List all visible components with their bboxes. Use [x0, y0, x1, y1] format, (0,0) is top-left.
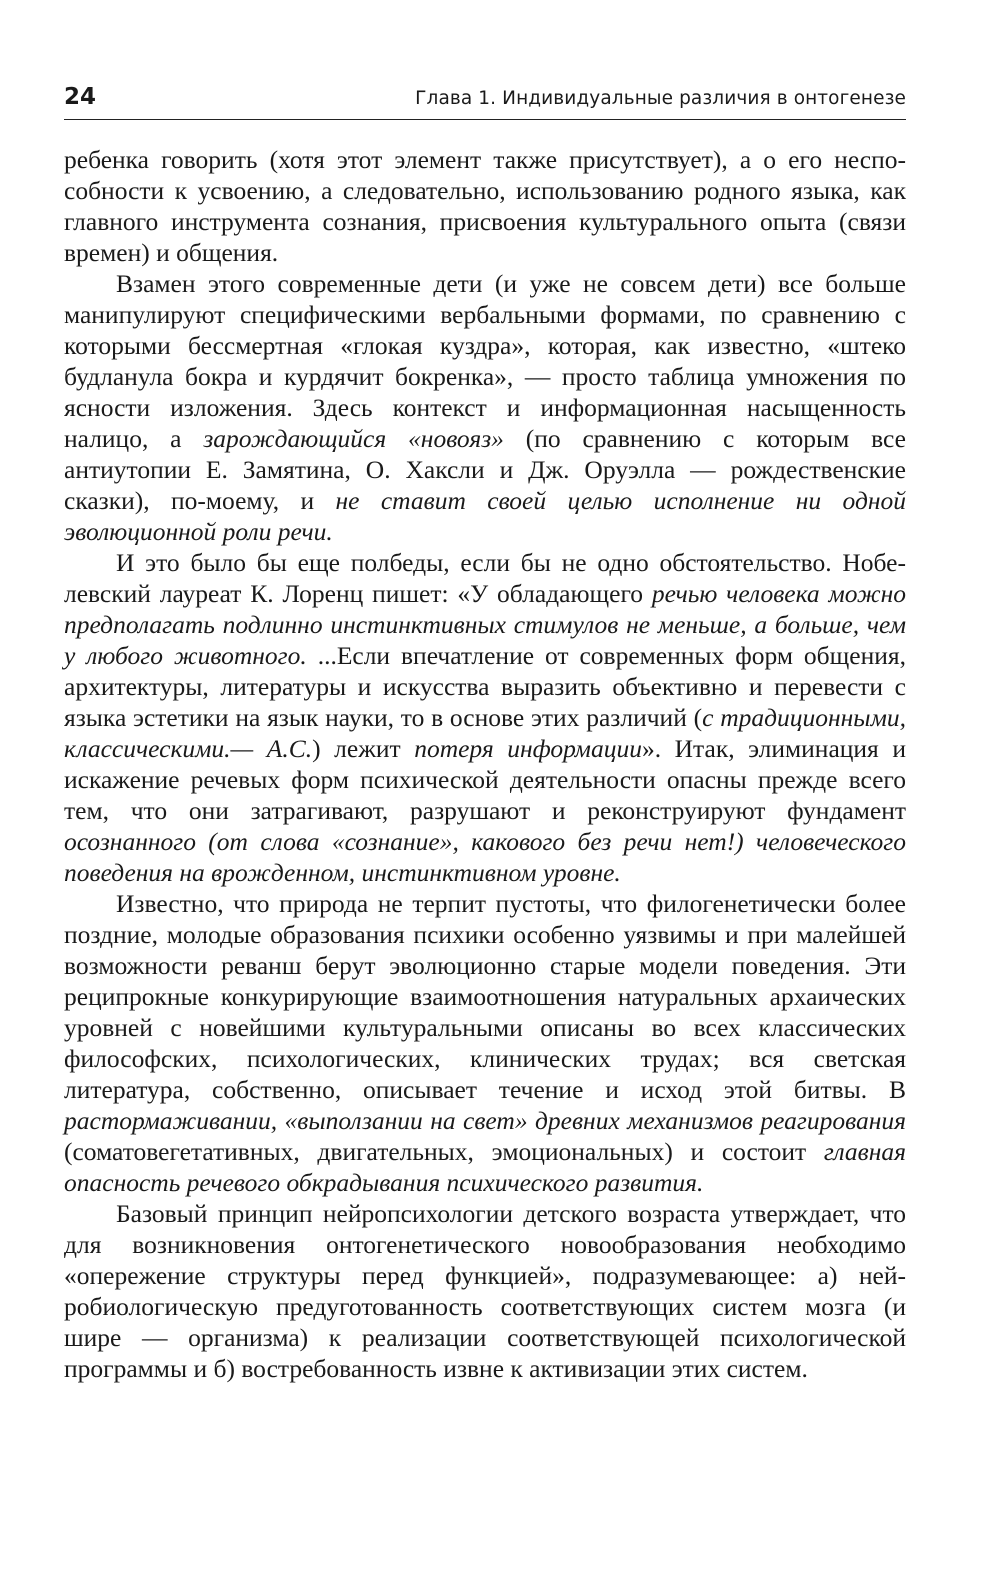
text-run: Известно, что природа не терпит пустоты, что филогенетически более поздние, молодые образования психики особенно уязвимы и при малейшей возможности реванш берут эволюционно старые модели поведения. Эти реципрокные конкурирующие взаимоотношения натуральных архаических уровней с новейшими культуральными описаны во всех классических философских, психологических, клинических трудах; вся светская литература, собственно, описывает течение и исход этой битвы. В — [64, 889, 906, 1104]
italic-run: зарождающийся «новояз» — [203, 424, 504, 453]
body-text — [64, 144, 906, 1384]
text-run: (соматовегетативных, двигательных, эмоциональных) и состоит — [64, 1137, 824, 1166]
text-run: (по сравнению с которым все антиутопии Е. Замятина, О. Хаксли и Дж. Оруэлла — рождественские сказки), по-моему, и — [64, 424, 906, 515]
italic-run: главная опасность речевого обкрадывания психического развития. — [64, 1137, 906, 1197]
text-run: Взамен этого современные дети (и уже не совсем дети) все больше манипулируют специфическими вербальными формами, по сравнению с которыми бессмертная «глокая куздра», которая, как известно, «штеко будланула бокра и курдячит бокренка», — просто таблица умножения по ясности изложения. Здесь контекст и информационная насыщенность налицо, а — [64, 269, 906, 453]
text-run: ребенка говорить (хотя этот элемент также присутствует), а о его неспособности к усвоению, а следовательно, использованию родного языка, как главного инструмента сознания, присвоения культурального опыта (связи времен) и общения. — [64, 145, 906, 267]
italic-run: потеря информации — [414, 734, 642, 763]
running-header — [64, 84, 906, 120]
italic-run: с традиционными, классическими.— А.С. — [64, 703, 906, 763]
page-number: 24 — [64, 84, 97, 110]
text-run: Базовый принцип нейропсихологии детского возраста утверждает, что для возникновения онтогенетического новообразования необходимо «опережение структуры перед функцией», подразумевающее: а) нейробиологическую предуготованность соответствующих систем мозга (и шире — организма) к реализации соответствующей психологической программы и б) востребованность извне к активизации этих систем. — [64, 1199, 906, 1383]
text-run: ». Итак, элиминация и искажение речевых форм психической деятельности опасны прежде всего тем, что они затрагивают, разрушают и реконструируют фундамент — [64, 734, 906, 825]
text-run: И это было бы еще полбеды, если бы не одно обстоятельство. Нобелевский лауреат К. Лоренц пишет: «У обладающего — [64, 548, 906, 608]
text-run: ...Если впечатление от современных форм общения, архитектуры, литературы и искусства выразить объективно и перевести с языка эстетики на язык науки, то в основе этих различий ( — [64, 641, 907, 732]
italic-run: речью человека можно предполагать подлинно инстинктивных стимулов не меньше, а больше, чем у любого животного. — [64, 579, 906, 670]
text-run: ) лежит — [312, 734, 415, 763]
italic-run: осознанного (от слова «сознание», какового без речи нет!) человеческого поведения на врожденном, инстинктивном уровне. — [64, 827, 906, 887]
italic-run: не ставит своей целью исполнение ни одной эволюционной роли речи. — [64, 486, 906, 546]
paragraph-2 — [64, 268, 906, 547]
paragraph-5 — [64, 1198, 906, 1384]
paragraph-3 — [64, 547, 906, 888]
book-page — [64, 84, 906, 1384]
chapter-title: Глава 1. Индивидуальные различия в онтогенезе — [415, 88, 906, 109]
paragraph-4 — [64, 888, 906, 1198]
paragraph-1 — [64, 144, 906, 268]
italic-run: растормаживании, «выползании на свет» древних механизмов реагирования — [64, 1106, 906, 1135]
